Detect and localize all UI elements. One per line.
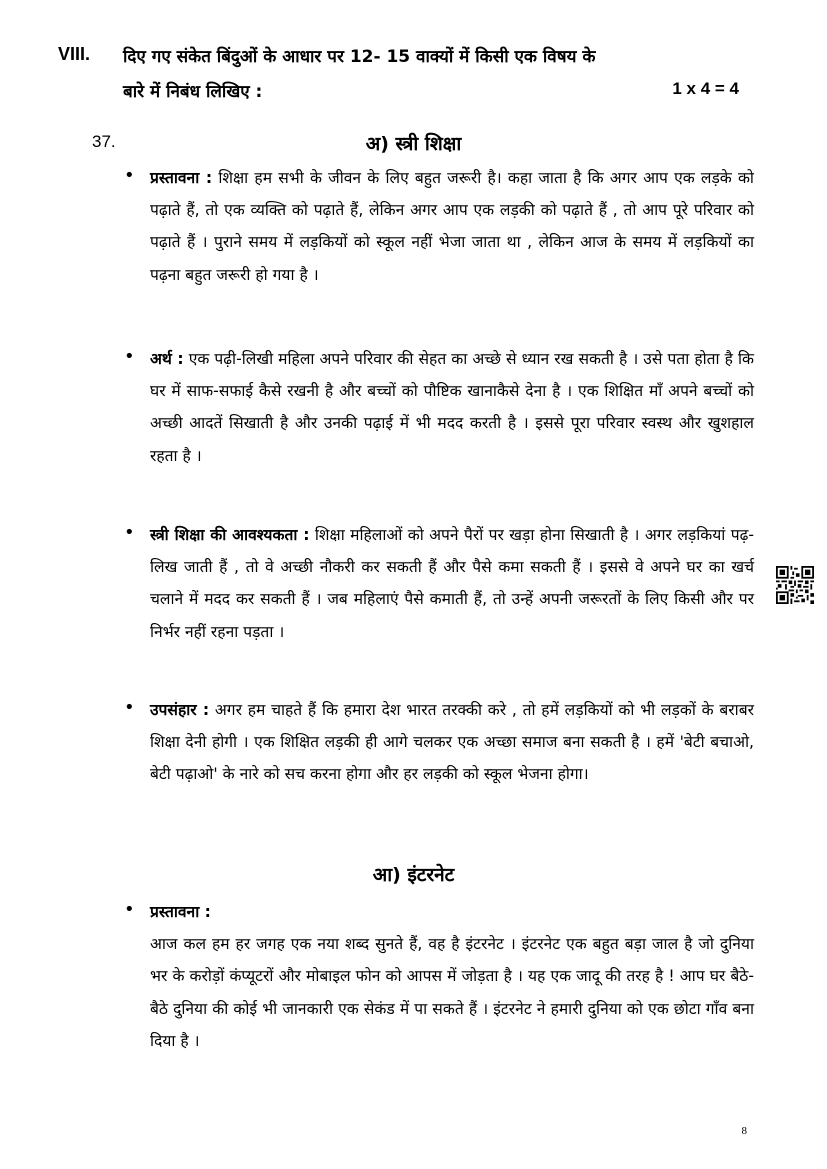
point-label: अर्थ : bbox=[150, 350, 184, 368]
question-number: 37. bbox=[92, 132, 116, 151]
point-text: एक पढ़ी-लिखी महिला अपने परिवार की सेहत का अच्छे से ध्यान रख सकती है । उसे पता होता है कि घर में साफ-सफाई कैसे रखनी है और बच्चों को पौष्टिक खानाकैसे देना है । एक शिक्षित माँ अपने बच्चों को अच्छी आदतें सिखाती है और उनकी पढ़ाई में भी मदद करती है । इससे पूरा परिवार स्वस्थ और खुशहाल रहता है । bbox=[150, 350, 754, 465]
point-text: शिक्षा महिलाओं को अपने पैरों पर खड़ा होना सिखाती है । अगर लड़कियां पढ़-लिख जाती हैं , तो वे अच्छी नौकरी कर सकती हैं और पैसे कमा सकती हैं । इससे वे अपने घर का खर्च चलाने में मदद कर सकती हैं । जब महिलाएं पैसे कमाती हैं, तो उन्हें अपनी जरूरतों के लिए किसी और पर निर्भर नहीं रहना पड़ता । bbox=[150, 526, 754, 641]
bullet-icon: • bbox=[124, 697, 135, 718]
essay1-point-prastavana bbox=[150, 162, 754, 291]
point-label: स्त्री शिक्षा की आवश्यकता : bbox=[150, 526, 310, 544]
point-label: प्रस्तावना : bbox=[150, 169, 213, 187]
marks-allocation: 1 x 4 = 4 bbox=[672, 79, 739, 98]
qr-code-icon bbox=[776, 566, 814, 604]
section-number: VIII. bbox=[58, 44, 91, 64]
essay1-point-upsanhar bbox=[150, 694, 754, 791]
bullet-icon: • bbox=[124, 165, 135, 186]
essay1-point-avashyakta bbox=[150, 519, 754, 648]
essay1-title: अ) स्त्री शिक्षा bbox=[365, 133, 462, 155]
essay2-title: आ) इंटरनेट bbox=[372, 864, 455, 886]
section-instruction-line2: बारे में निबंध लिखिए : bbox=[123, 82, 263, 102]
point-text: अगर हम चाहते हैं कि हमारा देश भारत तरक्की करे , तो हमें लड़कियों को भी लड़कों के बराबर शिक्षा देनी होगी । एक शिक्षित लड़की ही आगे चलकर एक अच्छा समाज बना सकती है । हमें 'बेटी बचाओ, बेटी पढ़ाओ' के नारे को सच करना होगा और हर लड़की को स्कूल भेजना होगा। bbox=[150, 701, 754, 784]
essay2-point-prastavana bbox=[150, 896, 754, 1057]
point-label: उपसंहार : bbox=[150, 701, 210, 719]
page-number: 8 bbox=[741, 1125, 747, 1137]
bullet-icon: • bbox=[124, 522, 135, 543]
bullet-icon: • bbox=[124, 899, 135, 920]
point-text: शिक्षा हम सभी के जीवन के लिए बहुत जरूरी है। कहा जाता है कि अगर आप एक लड़के को पढ़ाते हैं, तो एक व्यक्ति को पढ़ाते हैं, लेकिन अगर आप एक लड़की को पढ़ाते हैं , तो आप पूरे परिवार को पढ़ाते हैं । पुराने समय में लड़कियों को स्कूल नहीं भेजा जाता था , लेकिन आज के समय में लड़कियों का पढ़ना बहुत जरूरी हो गया है । bbox=[150, 169, 754, 284]
point-label: प्रस्तावना : bbox=[150, 903, 211, 921]
essay1-point-arth bbox=[150, 343, 754, 472]
section-instruction-line1: दिए गए संकेत बिंदुओं के आधार पर 12- 15 वाक्यों में किसी एक विषय के bbox=[123, 47, 596, 67]
point-text: आज कल हम हर जगह एक नया शब्द सुनते हैं, वह है इंटरनेट । इंटरनेट एक बहुत बड़ा जाल है जो दुनिया भर के करोड़ों कंप्यूटरों और मोबाइल फोन को आपस में जोड़ता है । यह एक जादू की तरह है ! आप घर बैठे-बैठे दुनिया की कोई भी जानकारी एक सेकंड में पा सकते हैं । इंटरनेट ने हमारी दुनिया को एक छोटा गाँव बना दिया है । bbox=[150, 935, 754, 1050]
bullet-icon: • bbox=[124, 346, 135, 367]
